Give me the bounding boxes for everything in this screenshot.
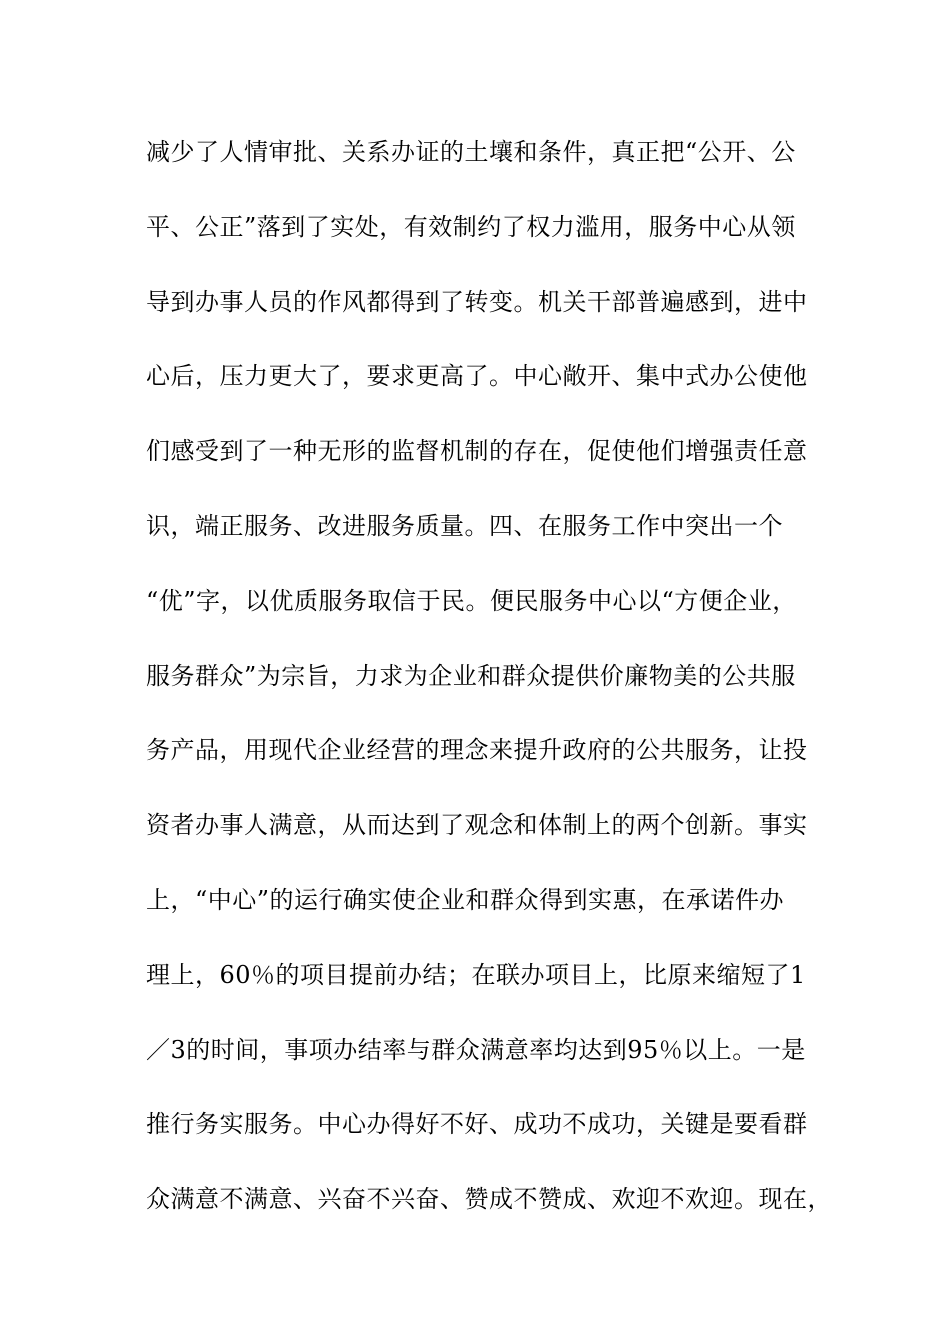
text-line: 们感受到了一种无形的监督机制的存在，促使他们增强责任意 <box>146 437 808 466</box>
text-line: 务产品，用现代企业经营的理念来提升政府的公共服务，让投 <box>146 736 808 765</box>
text-line: 心后，压力更大了，要求更高了。中心敞开、集中式办公使他 <box>146 362 808 391</box>
text-line: “优”字，以优质服务取信于民。便民服务中心以“方便企业， <box>146 586 797 615</box>
text-line: 导到办事人员的作风都得到了转变。机关干部普遍感到，进中 <box>146 287 808 316</box>
text-line: ／3的时间，事项办结率与群众满意率均达到95％以上。一是 <box>146 1035 806 1064</box>
text-line: 服务群众”为宗旨，力求为企业和群众提供价廉物美的公共服 <box>146 661 796 690</box>
text-line: 众满意不满意、兴奋不兴奋、赞成不赞成、欢迎不欢迎。现在， <box>146 1185 832 1214</box>
text-line: 推行务实服务。中心办得好不好、成功不成功，关键是要看群 <box>146 1110 808 1139</box>
text-line: 减少了人情审批、关系办证的土壤和条件，真正把“公开、公 <box>146 138 796 166</box>
text-line: 资者办事人满意，从而达到了观念和体制上的两个创新。事实 <box>146 811 808 840</box>
text-line: 理上，60％的项目提前办结；在联办项目上，比原来缩短了1 <box>146 960 806 989</box>
text-line: 识，端正服务、改进服务质量。四、在服务工作中突出一个 <box>146 511 783 540</box>
text-line: 上，“中心”的运行确实使企业和群众得到实惠，在承诺件办 <box>146 885 785 914</box>
text-line: 平、公正”落到了实处，有效制约了权力滥用，服务中心从领 <box>146 212 796 241</box>
body-text <box>146 132 832 1254</box>
